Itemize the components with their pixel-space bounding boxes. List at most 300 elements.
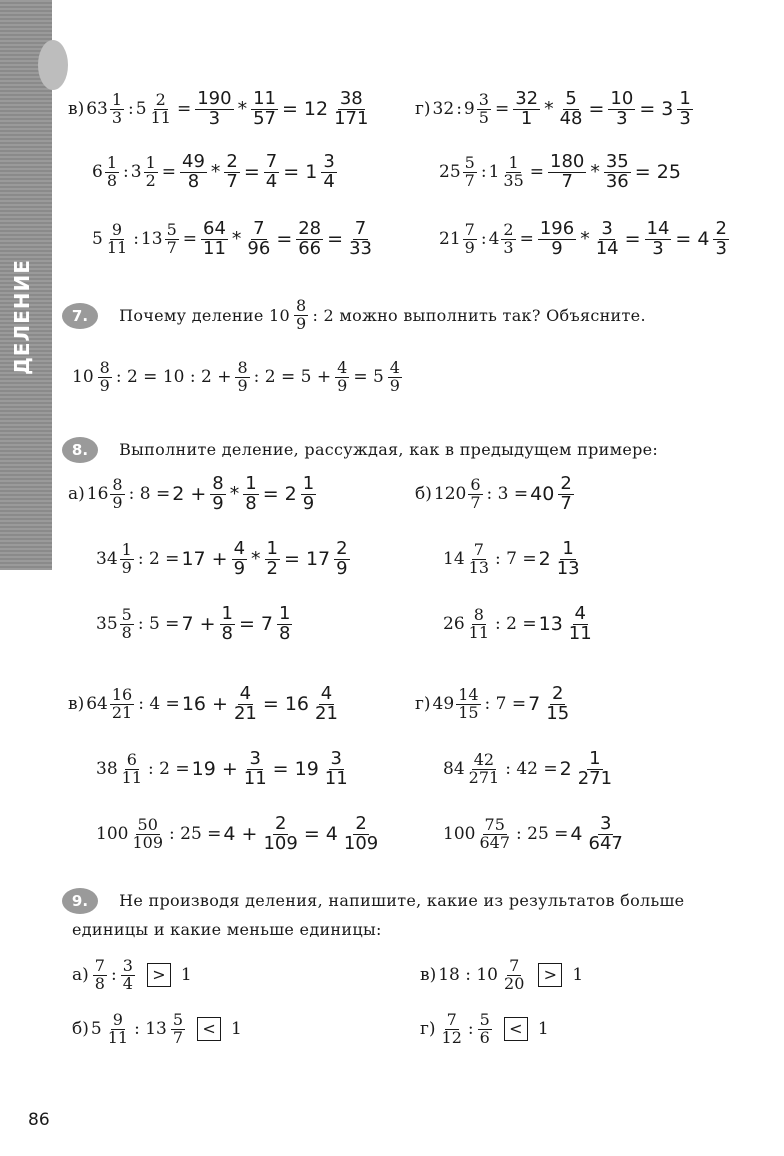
task7-badge: 7.	[62, 303, 98, 329]
whole-part: 100	[443, 824, 476, 845]
denominator: 8	[279, 622, 291, 644]
divisor: : 42 =	[505, 759, 558, 780]
denominator: 15	[458, 702, 479, 722]
numerator: 7	[464, 220, 475, 240]
whole-part: 13	[140, 229, 163, 250]
numerator: 3	[599, 813, 612, 834]
handwritten-answer	[530, 475, 576, 514]
whole-part: 25	[439, 162, 461, 183]
hw-text: 4	[570, 823, 583, 846]
numerator: 1	[121, 540, 132, 560]
mixed-number	[96, 542, 136, 577]
task6-v-row	[92, 220, 376, 259]
numerator: 11	[253, 88, 276, 109]
task6-v-row	[68, 90, 372, 129]
fraction	[558, 90, 585, 129]
denominator: 647	[588, 832, 623, 854]
fraction	[467, 542, 491, 577]
fraction	[243, 475, 258, 514]
numerator: 2	[503, 220, 514, 240]
whole-part: 6	[92, 162, 103, 183]
numerator: 2	[336, 538, 348, 559]
numerator: 5	[121, 605, 132, 625]
task8-a-row	[68, 475, 318, 514]
handwritten-answer	[178, 153, 339, 192]
handwritten-answer	[193, 90, 372, 129]
numerator: 1	[266, 538, 278, 559]
handwritten-answer	[199, 220, 376, 259]
task8-v-label: в)	[68, 694, 85, 715]
fraction	[608, 90, 635, 129]
whole-part: 38	[96, 759, 118, 780]
fraction	[323, 750, 350, 789]
denominator: 3	[111, 107, 123, 127]
numerator: 35	[605, 151, 629, 172]
denominator: 11	[324, 767, 348, 789]
equals-sign: =	[494, 99, 510, 120]
handwritten-answer	[539, 605, 596, 644]
task9-item	[420, 958, 583, 993]
fraction	[467, 752, 502, 787]
task8-v-row	[68, 685, 342, 724]
whole-part: 49	[432, 694, 455, 715]
fraction	[261, 815, 299, 854]
task9-item-label: б)	[72, 1019, 89, 1040]
fraction	[332, 90, 370, 129]
numerator: 4	[574, 603, 586, 624]
numerator: 1	[679, 88, 691, 109]
denominator: 7	[172, 1027, 184, 1047]
fraction	[645, 220, 672, 259]
divisor: : 2 =	[137, 549, 180, 570]
fraction	[265, 540, 280, 579]
whole-part: 26	[443, 614, 465, 635]
denominator: 9	[121, 557, 132, 577]
numerator: 14	[458, 685, 479, 705]
denominator: 7	[560, 492, 572, 514]
handwritten-answer	[539, 540, 584, 579]
task9-header	[62, 888, 684, 914]
task9-text-line1: Не производя деления, напишите, какие из результатов больше	[119, 891, 685, 910]
numerator: 5	[565, 88, 577, 109]
numerator: 196	[539, 218, 575, 239]
denominator: 3	[616, 107, 628, 129]
fraction	[201, 220, 228, 259]
hw-text: =	[327, 228, 344, 251]
whole-part: 5	[92, 229, 103, 250]
denominator: 7	[226, 170, 238, 192]
fraction	[477, 92, 491, 127]
fraction	[171, 1012, 185, 1047]
fraction	[313, 685, 340, 724]
mixed-number	[443, 817, 514, 852]
numerator: 7	[473, 540, 484, 560]
hw-text: *	[580, 228, 590, 251]
whole-part: 4	[488, 229, 500, 250]
denominator: 11	[107, 1027, 129, 1047]
fraction	[594, 220, 621, 259]
denominator: 21	[111, 702, 133, 722]
task7-question	[119, 298, 646, 333]
denominator: 13	[468, 557, 489, 577]
fraction	[477, 817, 512, 852]
side-tab	[0, 0, 52, 570]
fraction	[467, 607, 491, 642]
denominator: 8	[187, 170, 200, 192]
hw-text: = 16	[262, 693, 309, 716]
task8-b-row	[443, 540, 584, 579]
equals-sign: =	[529, 162, 544, 183]
numerator: 2	[715, 218, 727, 239]
equals-sign: =	[161, 162, 177, 183]
fraction	[342, 815, 380, 854]
numerator: 7	[265, 151, 278, 172]
mixed-number	[443, 607, 493, 642]
numerator: 1	[279, 603, 291, 624]
fraction	[478, 1012, 492, 1047]
task6-v-label: в)	[68, 99, 85, 120]
equals-sign: =	[176, 99, 192, 120]
numerator: 38	[339, 88, 363, 109]
numerator: 5	[172, 1010, 184, 1029]
denominator: 21	[233, 702, 257, 724]
task8-g-label: г)	[415, 694, 431, 715]
denominator: 13	[556, 557, 580, 579]
expr-text: : 13	[134, 1019, 167, 1040]
denominator: 1	[520, 107, 533, 129]
numerator: 2	[155, 90, 166, 110]
fraction	[245, 220, 272, 259]
numerator: 4	[320, 683, 333, 704]
fraction	[677, 90, 692, 129]
numerator: 64	[203, 218, 226, 239]
task6-g-row	[439, 153, 681, 192]
whole-part: 100	[96, 824, 129, 845]
fraction	[463, 222, 477, 257]
denominator: 7	[470, 492, 481, 512]
mixed-number	[439, 155, 479, 190]
numerator: 9	[112, 1010, 123, 1029]
numerator: 7	[253, 218, 265, 239]
mixed-number	[433, 687, 483, 722]
denominator: 5	[478, 107, 489, 127]
fraction	[210, 475, 225, 514]
numerator: 10	[610, 88, 634, 109]
task6-g-row	[415, 90, 695, 129]
fraction	[548, 153, 586, 192]
numerator: 2	[355, 813, 367, 834]
numerator: 5	[166, 220, 177, 240]
task8-v-row	[96, 815, 382, 854]
numerator: 3	[478, 90, 489, 110]
denominator: 48	[559, 107, 583, 129]
denominator: 2	[145, 170, 156, 190]
numerator: 50	[137, 815, 158, 835]
denominator: 9	[233, 557, 246, 579]
denominator: 4	[122, 973, 133, 993]
numerator: 3	[330, 748, 342, 769]
fraction	[220, 605, 235, 644]
fraction	[544, 685, 571, 724]
fraction	[347, 220, 374, 259]
task8-b-row	[443, 605, 596, 644]
fraction	[538, 220, 576, 259]
hw-text: *	[237, 98, 248, 121]
mixed-number	[92, 155, 121, 190]
task9-item-label: г)	[420, 1019, 436, 1040]
expr-text: :	[110, 965, 117, 986]
whole-part: 5	[135, 99, 147, 120]
denominator: 12	[441, 1027, 462, 1047]
equals-sign: =	[182, 229, 197, 250]
numerator: 1	[562, 538, 574, 559]
task7-fraction: $\frac{8}{9}$	[295, 296, 307, 333]
fraction	[501, 222, 515, 257]
numerator: 1	[245, 473, 257, 494]
divisor: : 5 =	[137, 614, 180, 635]
denominator: 8	[245, 492, 257, 514]
fraction	[296, 220, 323, 259]
whole-part: 21	[439, 229, 461, 250]
page-number: 86	[28, 1110, 50, 1130]
task9-item-label: а)	[72, 965, 89, 986]
handwritten-answer	[511, 90, 695, 129]
numerator: 9	[111, 220, 123, 240]
expr-text: 5	[90, 1019, 102, 1040]
comparison-answer-box: >	[538, 963, 562, 987]
numerator: 5	[479, 1010, 490, 1029]
numerator: 5	[464, 153, 475, 173]
numerator: 1	[508, 153, 519, 173]
fraction	[130, 817, 165, 852]
hw-text: 13	[538, 613, 563, 636]
fraction	[120, 607, 134, 642]
fraction	[120, 752, 144, 787]
whole-part: 120	[433, 484, 467, 505]
task8-a-label: а)	[68, 484, 85, 505]
denominator: 36	[605, 170, 629, 192]
fraction	[301, 475, 316, 514]
denominator: 96	[247, 237, 271, 259]
fraction	[165, 222, 179, 257]
hw-text: 2	[559, 758, 572, 781]
denominator: 171	[334, 107, 369, 129]
task6-g-row	[439, 220, 731, 259]
fraction	[242, 750, 269, 789]
mixed-number	[96, 817, 167, 852]
divisor: : 4 =	[138, 694, 180, 715]
denominator: 647	[479, 832, 510, 852]
numerator: 4	[233, 538, 246, 559]
task8-header	[62, 437, 658, 463]
divisor: : 2 =	[148, 759, 190, 780]
numerator: 2	[551, 683, 564, 704]
hw-text: = 19	[272, 758, 319, 781]
denominator: 21	[315, 702, 338, 724]
fraction	[105, 155, 119, 190]
denominator: 35	[503, 170, 524, 190]
denominator: 33	[349, 237, 372, 259]
divisor: : 7 =	[495, 549, 537, 570]
denominator: 7	[561, 170, 573, 192]
fraction	[440, 1012, 464, 1047]
denominator: 11	[150, 107, 171, 127]
numerator: 16	[111, 685, 133, 705]
handwritten-answer	[536, 220, 731, 259]
fraction	[180, 153, 207, 192]
whole-part: 1	[488, 162, 500, 183]
denominator: 6	[479, 1027, 490, 1047]
denominator: 11	[568, 622, 592, 644]
numerator: 49	[182, 151, 205, 172]
mixed-number	[96, 607, 136, 642]
whole-part: 9	[463, 99, 475, 120]
denominator: 11	[243, 767, 267, 789]
numerator: 4	[239, 683, 252, 704]
task8-g-row	[443, 815, 627, 854]
mixed-number	[92, 222, 131, 257]
numerator: 14	[646, 218, 670, 239]
hw-text: 2 +	[172, 483, 207, 506]
comparison-answer-box: <	[197, 1017, 221, 1041]
fraction	[120, 542, 134, 577]
task6-v-row	[92, 153, 339, 192]
denominator: 7	[166, 237, 177, 257]
hw-text: *	[229, 483, 240, 506]
numerator: 6	[126, 750, 137, 770]
task6-g-label: г)	[415, 99, 431, 120]
mixed-number	[439, 222, 479, 257]
denominator: 4	[265, 170, 278, 192]
denominator: 109	[263, 832, 298, 854]
denominator: 20	[504, 973, 525, 993]
task7-text-after: : 2 можно выполнить так? Объясните.	[312, 305, 646, 325]
task9-item	[72, 958, 192, 993]
mixed-number	[443, 542, 493, 577]
numerator: 2	[560, 473, 572, 494]
mixed-number	[443, 752, 503, 787]
hw-text: = 4	[303, 823, 338, 846]
task8-b-label: б)	[415, 484, 432, 505]
mixed-number	[86, 92, 126, 127]
task9-text-line2: единицы и какие меньше единицы:	[72, 920, 382, 939]
fraction	[513, 90, 540, 129]
denominator: 9	[302, 492, 315, 514]
hw-text: =	[624, 228, 641, 251]
fraction	[149, 92, 173, 127]
task7-header	[62, 298, 646, 333]
divisor: : 25 =	[516, 824, 569, 845]
numerator: 1	[589, 748, 601, 769]
fraction	[195, 90, 233, 129]
mixed-number	[131, 155, 160, 190]
task8-instruction: Выполните деление, рассуждая, как в предыдущем примере:	[119, 440, 659, 459]
comparison-rhs: 1	[572, 965, 584, 986]
mixed-number	[434, 477, 485, 512]
denominator: 2	[266, 557, 278, 579]
numerator: 32	[515, 88, 539, 109]
whole-part: 34	[96, 549, 118, 570]
task8-badge: 8.	[62, 437, 98, 463]
hw-text: = 25	[634, 161, 681, 184]
hw-text: =	[588, 98, 605, 121]
divide-sign: :	[480, 229, 487, 250]
fraction	[110, 92, 124, 127]
fraction	[501, 155, 525, 190]
numerator: 1	[106, 153, 118, 173]
task8-a-row	[96, 540, 352, 579]
task9-item	[420, 1012, 549, 1047]
hw-text: 4 +	[223, 823, 258, 846]
handwritten-answer	[223, 815, 382, 854]
handwritten-answer	[560, 750, 616, 789]
fraction	[110, 687, 134, 722]
numerator: 3	[249, 748, 261, 769]
divide-sign: :	[456, 99, 462, 120]
hw-text: = 1	[283, 161, 318, 184]
mixed-number	[141, 222, 181, 257]
hw-text: = 7	[238, 613, 274, 636]
denominator: 9	[212, 492, 224, 514]
equals-sign: =	[519, 229, 534, 250]
numerator: 8	[112, 475, 123, 495]
numerator: 1	[221, 603, 233, 624]
numerator: 3	[122, 956, 133, 975]
divisor: : 3 =	[486, 484, 529, 505]
fraction	[232, 685, 259, 724]
numerator: 3	[323, 151, 335, 172]
fraction	[251, 90, 278, 129]
numerator: 7	[94, 956, 105, 975]
denominator: 11	[203, 237, 226, 259]
task8-g-row	[415, 685, 573, 724]
numerator: 7	[509, 956, 520, 975]
denominator: 9	[464, 237, 475, 257]
numerator: 190	[197, 88, 232, 109]
hw-text: *	[210, 161, 221, 184]
divisor: : 25 =	[169, 824, 222, 845]
divisor: : 8 =	[128, 484, 171, 505]
comparison-answer-box: >	[147, 963, 171, 987]
expr-text: 18 : 10	[438, 965, 499, 986]
fraction	[587, 815, 625, 854]
numerator: 1	[302, 473, 315, 494]
numerator: 7	[354, 218, 367, 239]
fraction	[121, 958, 135, 993]
hw-text: *	[231, 228, 242, 251]
divisor: : 2 =	[495, 614, 537, 635]
denominator: 9	[336, 557, 348, 579]
denominator: 8	[94, 973, 105, 993]
fraction	[558, 475, 573, 514]
numerator: 2	[274, 813, 287, 834]
denominator: 11	[106, 237, 128, 257]
fraction	[567, 605, 594, 644]
denominator: 15	[546, 702, 570, 724]
numerator: 8	[212, 473, 224, 494]
handwritten-answer	[546, 153, 681, 192]
whole-part: 64	[86, 694, 108, 715]
hw-text: *	[544, 98, 554, 121]
task8-a-row	[96, 605, 294, 644]
denominator: 9	[112, 492, 123, 512]
comparison-rhs: 1	[180, 965, 192, 986]
whole-part: 32	[432, 99, 455, 120]
mixed-number	[464, 92, 493, 127]
denominator: 109	[132, 832, 163, 852]
numerator: 75	[484, 815, 505, 835]
task9-badge: 9.	[62, 888, 98, 914]
